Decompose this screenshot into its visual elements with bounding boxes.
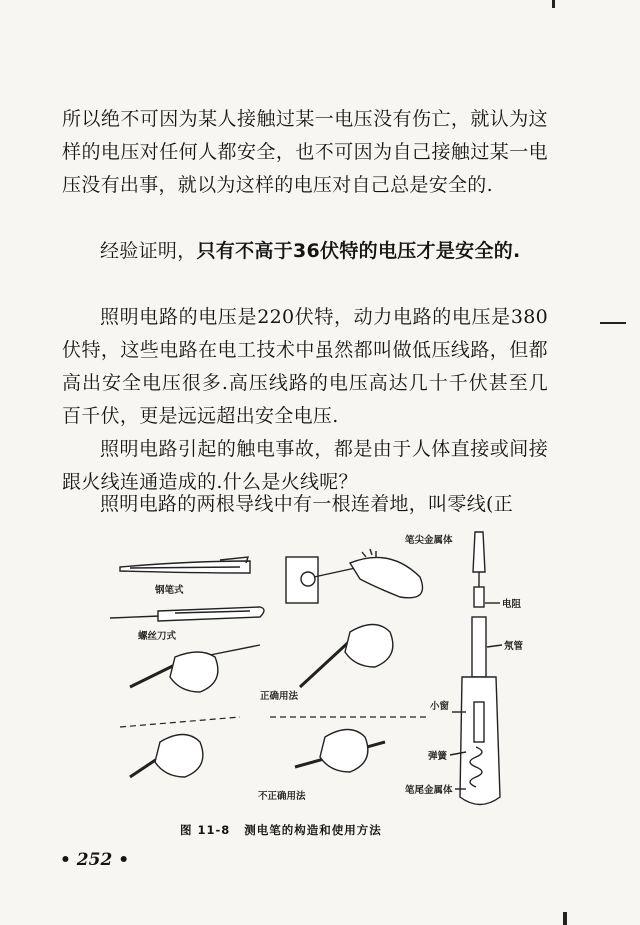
label-spring: 弹簧	[428, 751, 448, 762]
scan-mark-bottom	[563, 912, 567, 925]
label-window: 小窗	[430, 701, 450, 712]
label-resistor: 电阻	[502, 599, 522, 610]
paragraph-5: 照明电路的两根导线中有一根连着地，叫零线(正	[100, 493, 514, 515]
paragraph-2	[62, 235, 548, 268]
scan-mark-margin	[600, 322, 626, 324]
label-incorrect-use: 不正确用法	[258, 791, 306, 802]
paragraph-2-lead: 经验证明，	[100, 240, 197, 262]
pen-structure-illustration	[450, 532, 502, 805]
incorrect-use-illustration	[130, 730, 385, 778]
test-pen-figure	[100, 527, 550, 817]
page-number: • 252 •	[60, 850, 130, 870]
scan-mark-top	[552, 0, 555, 8]
label-neon-tube: 氖管	[504, 641, 524, 652]
label-tip-metal: 笔尖金属体	[405, 535, 453, 546]
paragraph-2-emphasis: 只有不高于36伏特的电压才是安全的.	[196, 240, 521, 262]
figure-number: 图 11-8	[180, 823, 231, 837]
paragraph-4: 照明电路引起的触电事故，都是由于人体直接或间接跟火线连通造成的.什么是火线呢？	[62, 438, 548, 493]
figure-caption	[180, 822, 396, 838]
label-screwdriver-type: 螺丝刀式	[138, 631, 177, 642]
figure-caption-text: 测电笔的构造和使用方法	[244, 823, 382, 837]
pen-type-tester-illustration	[120, 557, 250, 573]
label-pen-type: 钢笔式	[155, 585, 184, 596]
screwdriver-tester-illustration	[110, 607, 264, 621]
label-correct-use: 正确用法	[260, 691, 299, 702]
paragraph-1: 所以绝不可因为某人接触过某一电压没有伤亡，就认为这样的电压对任何人都安全，也不可因为自己接触过某一电压没有出事，就以为这样的电压对自己总是安全的.	[62, 108, 548, 196]
label-tail-metal: 笔尾金属体	[405, 785, 453, 796]
paragraph-3: 照明电路的电压是220伏特，动力电路的电压是380伏特，这些电路在电工技术中虽然都叫做低压线路，但都高出安全电压很多.高压线路的电压高达几十千伏甚至几百千伏，更是远远超出安全电压.	[62, 306, 548, 427]
socket-test-illustration	[286, 549, 423, 603]
